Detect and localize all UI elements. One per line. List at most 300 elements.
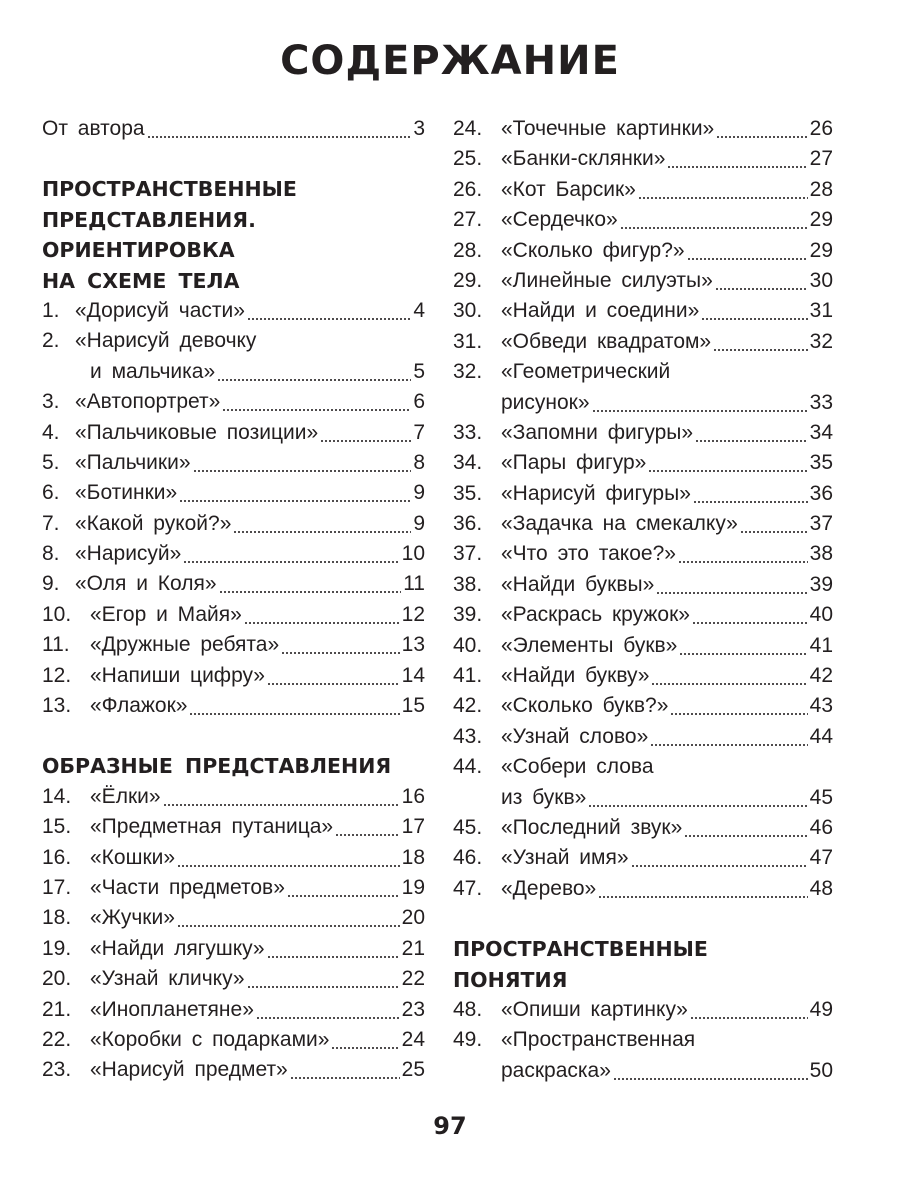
toc-entry-page: 42 — [809, 664, 833, 688]
toc-entry-label: «Пространственная — [501, 1028, 696, 1052]
toc-entry-number: 49. — [453, 1028, 483, 1052]
toc-entry-label: От автора — [42, 117, 145, 140]
toc-entry[interactable] — [42, 357, 425, 387]
toc-entry-body — [501, 418, 833, 448]
toc-entry-body — [90, 630, 425, 660]
toc-entry-body — [501, 509, 833, 539]
toc-list — [42, 296, 425, 721]
dot-leader — [667, 144, 807, 174]
toc-entry[interactable] — [42, 995, 425, 1025]
section-heading-line: НА СХЕМЕ ТЕЛА — [42, 268, 240, 293]
toc-entry-page: 43 — [809, 694, 833, 718]
toc-entry-body — [501, 539, 833, 569]
toc-entry[interactable] — [453, 752, 833, 782]
toc-entry-label: «Дружные ребята» — [90, 633, 280, 657]
toc-entry-label: «Найди и соедини» — [501, 299, 700, 323]
toc-entry-page: 9 — [413, 481, 425, 505]
toc-entry-number: 41. — [453, 664, 483, 688]
toc-entry-label: «Оля и Коля» — [75, 572, 217, 596]
toc-entry-indent — [453, 783, 501, 813]
toc-entry[interactable] — [453, 539, 833, 569]
toc-entry-body — [501, 995, 833, 1025]
toc-entry-body — [90, 691, 425, 721]
toc-entry-page: 3 — [413, 117, 425, 140]
toc-entry-number: 37. — [453, 542, 483, 566]
toc-entry-label: «Предметная путаница» — [90, 815, 334, 839]
toc-entry-body — [90, 873, 425, 903]
toc-entry-body — [75, 387, 425, 417]
toc-entry-page: 12 — [401, 602, 425, 626]
toc-entry-body — [75, 326, 425, 356]
toc-entry-body — [75, 569, 425, 599]
dot-leader — [701, 296, 807, 326]
toc-entry-label: «Геометрический — [501, 360, 671, 384]
toc-entry-body — [501, 691, 833, 721]
dot-leader — [193, 448, 412, 478]
toc-entry-number: 2. — [42, 329, 60, 353]
toc-entry-body — [501, 843, 833, 873]
toc-entry[interactable] — [42, 1025, 425, 1055]
toc-entry-number: 12. — [42, 663, 72, 687]
page-title: СОДЕРЖАНИЕ — [280, 38, 620, 84]
toc-entry-label: «Узнай слово» — [501, 724, 649, 748]
toc-entry-label: «Найди лягушку» — [90, 936, 265, 960]
toc-entry[interactable] — [453, 266, 833, 296]
dot-leader — [715, 266, 808, 296]
toc-entry[interactable] — [453, 843, 833, 873]
dot-leader — [692, 600, 808, 630]
toc-entry[interactable] — [42, 509, 425, 539]
toc-entry-label: «Части предметов» — [90, 875, 285, 899]
page-number: 97 — [433, 1112, 467, 1140]
toc-entry[interactable] — [42, 326, 425, 356]
toc-entry-page: 39 — [809, 572, 833, 596]
toc-entry[interactable] — [453, 600, 833, 630]
toc-entry-label: «Пары фигур» — [501, 451, 647, 475]
dot-leader — [256, 995, 400, 1025]
dot-leader — [690, 995, 808, 1025]
toc-entry[interactable] — [453, 631, 833, 661]
toc-entry-body — [90, 934, 425, 964]
toc-entry[interactable] — [42, 1055, 425, 1085]
toc-entry-page: 17 — [401, 815, 425, 839]
dot-leader — [147, 114, 412, 144]
toc-entry-number: 47. — [453, 876, 483, 900]
toc-entry-body — [501, 1025, 833, 1055]
toc-entry-label: рисунок» — [501, 390, 590, 414]
toc-entry-number: 15. — [42, 815, 72, 839]
toc-entry-page: 36 — [809, 481, 833, 505]
toc-entry-number: 11. — [42, 633, 70, 657]
toc-entry-page: 22 — [401, 967, 425, 991]
toc-entry-page: 5 — [413, 359, 425, 383]
toc-entry-page: 4 — [413, 298, 425, 322]
toc-entry-number: 45. — [453, 815, 483, 839]
toc-entry-body — [501, 631, 833, 661]
toc-entry-page: 8 — [413, 450, 425, 474]
toc-entry-page: 6 — [413, 390, 425, 414]
toc-entry-number: 25. — [453, 147, 483, 171]
toc-entry-number: 19. — [42, 936, 72, 960]
toc-entry[interactable] — [42, 600, 425, 630]
toc-entry-page: 25 — [401, 1058, 425, 1082]
toc-entry-page: 7 — [413, 420, 425, 444]
toc-entry-number: 48. — [453, 997, 483, 1021]
dot-leader — [620, 205, 808, 235]
toc-entry-body — [90, 995, 425, 1025]
toc-entry-body — [90, 600, 425, 630]
toc-entry-label: «Нарисуй фигуры» — [501, 481, 691, 505]
toc-entry-label: «Банки-склянки» — [501, 147, 666, 171]
toc-entry-number: 1. — [42, 298, 60, 322]
toc-entry-page: 37 — [809, 512, 833, 536]
toc-entry-body — [501, 752, 833, 782]
dot-leader — [179, 478, 411, 508]
toc-entry-page: 21 — [401, 936, 425, 960]
toc-entry-number: 20. — [42, 967, 72, 991]
toc-entry-label: «Кошки» — [90, 845, 176, 869]
toc-entry-body — [75, 478, 425, 508]
toc-entry-number: 43. — [453, 724, 483, 748]
toc-entry-label: «Обведи квадратом» — [501, 329, 712, 353]
toc-entry-body — [501, 114, 833, 144]
dot-leader — [177, 903, 400, 933]
toc-entry[interactable] — [42, 843, 425, 873]
toc-entry-label: «Раскрась кружок» — [501, 603, 690, 627]
toc-entry[interactable] — [453, 509, 833, 539]
dot-leader — [716, 114, 807, 144]
section-heading-line: ОБРАЗНЫЕ ПРЕДСТАВЛЕНИЯ — [42, 754, 392, 779]
section-heading-line: ПРОСТРАНСТВЕННЫЕ — [453, 937, 708, 962]
toc-entry[interactable] — [453, 874, 833, 904]
dot-leader — [163, 782, 400, 812]
dot-leader — [650, 722, 807, 752]
toc-entry-number: 32. — [453, 360, 483, 384]
toc-entry-label: «Последний звук» — [501, 815, 683, 839]
toc-entry-body — [501, 783, 833, 813]
toc-entry[interactable] — [42, 873, 425, 903]
section-heading-line: ПРОСТРАНСТВЕННЫЕ — [42, 177, 297, 202]
toc-entry-label: «Флажок» — [90, 694, 188, 718]
dot-leader — [670, 691, 807, 721]
toc-entry-page: 47 — [809, 846, 833, 870]
toc-entry-number: 13. — [42, 694, 72, 718]
dot-leader — [281, 630, 400, 660]
toc-entry-label: «Сколько букв?» — [501, 694, 669, 718]
toc-entry-body — [501, 388, 833, 418]
toc-right-column — [453, 114, 833, 1086]
dot-leader — [679, 631, 807, 661]
toc-entry-number: 24. — [453, 117, 483, 140]
toc-entry[interactable] — [42, 964, 425, 994]
toc-entry-page: 9 — [413, 511, 425, 535]
toc-entry-label: «Пальчики» — [75, 450, 191, 474]
toc-entry[interactable] — [453, 783, 833, 813]
toc-entry[interactable] — [453, 357, 833, 387]
toc-entry-label: «Инопланетяне» — [90, 997, 254, 1021]
toc-entry-number: 28. — [453, 238, 483, 262]
toc-entry-body — [501, 813, 833, 843]
dot-leader — [222, 387, 411, 417]
toc-entry[interactable] — [453, 388, 833, 418]
toc-entry-page: 41 — [809, 633, 833, 657]
toc-entry-body — [501, 236, 833, 266]
toc-entry-label: «Точечные картинки» — [501, 117, 715, 140]
toc-entry-body — [75, 296, 425, 326]
toc-entry[interactable] — [453, 327, 833, 357]
toc-entry-number: 8. — [42, 542, 60, 566]
toc-entry-page: 26 — [809, 117, 833, 140]
toc-entry[interactable] — [42, 812, 425, 842]
toc-entry-page: 18 — [401, 845, 425, 869]
toc-entry-label: «Дерево» — [501, 876, 597, 900]
dot-leader — [331, 1025, 399, 1055]
toc-entry-label: «Жучки» — [90, 906, 175, 930]
toc-entry[interactable] — [42, 539, 425, 569]
toc-entry[interactable] — [42, 478, 425, 508]
toc-entry[interactable] — [453, 205, 833, 235]
toc-list — [453, 114, 833, 904]
toc-entry[interactable] — [453, 418, 833, 448]
toc-entry-body — [90, 843, 425, 873]
toc-entry-body — [75, 539, 425, 569]
toc-entry-number: 33. — [453, 420, 483, 444]
dot-leader — [613, 1056, 808, 1086]
toc-entry-label: «Сердечко» — [501, 208, 618, 232]
toc-entry-label: «Запомни фигуры» — [501, 420, 694, 444]
toc-entry-number: 18. — [42, 906, 72, 930]
toc-entry-label: «Напиши цифру» — [90, 663, 265, 687]
toc-entry-number: 26. — [453, 177, 483, 201]
toc-entry[interactable] — [42, 296, 425, 326]
toc-entry[interactable] — [453, 691, 833, 721]
toc-entry[interactable] — [453, 570, 833, 600]
toc-entry-number: 21. — [42, 997, 72, 1021]
toc-entry-page: 44 — [809, 724, 833, 748]
toc-entry[interactable] — [42, 448, 425, 478]
toc-entry-page: 19 — [401, 875, 425, 899]
dot-leader — [693, 479, 808, 509]
dot-leader — [592, 388, 808, 418]
dot-leader — [598, 874, 807, 904]
toc-entry-label: «Собери слова — [501, 755, 654, 779]
toc-entry-page: 38 — [809, 542, 833, 566]
dot-leader — [177, 843, 400, 873]
toc-entry-number: 6. — [42, 481, 60, 505]
toc-entry-number: 36. — [453, 512, 483, 536]
toc-entry-page: 20 — [401, 906, 425, 930]
toc-entry-author[interactable] — [42, 114, 425, 144]
toc-entry-label: «Автопортрет» — [75, 390, 221, 414]
toc-entry-number: 5. — [42, 450, 60, 474]
toc-entry-page: 35 — [809, 451, 833, 475]
toc-entry-page: 13 — [401, 633, 425, 657]
toc-entry-body — [90, 782, 425, 812]
toc-entry-number: 22. — [42, 1027, 72, 1051]
toc-entry[interactable] — [453, 175, 833, 205]
toc-entry[interactable] — [42, 569, 425, 599]
dot-leader — [687, 236, 808, 266]
toc-entry-page: 29 — [809, 238, 833, 262]
toc-entry-number: 39. — [453, 603, 483, 627]
toc-entry-number: 34. — [453, 451, 483, 475]
toc-entry-body — [501, 661, 833, 691]
toc-entry-label: и мальчика» — [90, 359, 216, 383]
toc-entry-body — [501, 448, 833, 478]
toc-entry-page: 27 — [809, 147, 833, 171]
toc-entry-page: 34 — [809, 420, 833, 444]
toc-entry-number: 30. — [453, 299, 483, 323]
toc-entry-body — [501, 266, 833, 296]
toc-entry-label: «Узнай имя» — [501, 846, 629, 870]
toc-entry-body — [90, 964, 425, 994]
dot-leader — [247, 964, 400, 994]
toc-entry-body — [501, 600, 833, 630]
section-heading — [42, 751, 425, 781]
section-heading-line: ОРИЕНТИРОВКА — [42, 238, 235, 263]
toc-entry-page: 32 — [809, 329, 833, 353]
dot-leader — [648, 448, 807, 478]
toc-entry-label: «Коробки с подарками» — [90, 1027, 330, 1051]
dot-leader — [183, 539, 399, 569]
toc-entry[interactable] — [453, 722, 833, 752]
toc-entry-label: «Найди букву» — [501, 664, 650, 688]
dot-leader — [290, 1055, 400, 1085]
toc-entry-page: 30 — [809, 268, 833, 292]
toc-entry-number: 9. — [42, 572, 60, 596]
toc-entry-number: 4. — [42, 420, 60, 444]
toc-entry-indent — [453, 1056, 501, 1086]
dot-leader — [244, 600, 400, 630]
toc-entry-number: 29. — [453, 268, 483, 292]
toc-entry-number: 16. — [42, 845, 72, 869]
toc-entry-label: «Опиши картинку» — [501, 997, 688, 1021]
toc-entry[interactable] — [453, 1025, 833, 1055]
dot-leader — [651, 661, 807, 691]
section-heading-line: ПРЕДСТАВЛЕНИЯ. — [42, 207, 256, 232]
toc-entry-page: 11 — [403, 572, 425, 596]
toc-entry-page: 24 — [401, 1027, 425, 1051]
toc-entry[interactable] — [453, 296, 833, 326]
toc-entry[interactable] — [42, 418, 425, 448]
toc-entry-body — [501, 296, 833, 326]
toc-entry[interactable] — [453, 479, 833, 509]
toc-entry-body — [75, 509, 425, 539]
toc-entry-page: 28 — [809, 177, 833, 201]
toc-entry-page: 46 — [809, 815, 833, 839]
toc-entry[interactable] — [453, 813, 833, 843]
dot-leader — [267, 661, 400, 691]
toc-entry-number: 3. — [42, 390, 60, 414]
dot-leader — [189, 691, 399, 721]
toc-entry-body — [90, 1025, 425, 1055]
dot-leader — [695, 418, 808, 448]
toc-entry-label: «Линейные силуэты» — [501, 268, 713, 292]
dot-leader — [287, 873, 400, 903]
toc-entry[interactable] — [453, 236, 833, 266]
toc-entry-page: 16 — [401, 784, 425, 808]
toc-entry-number: 17. — [42, 875, 72, 899]
toc-entry-label: «Что это такое?» — [501, 542, 676, 566]
toc-list — [42, 782, 425, 1086]
dot-leader — [631, 843, 808, 873]
toc-entry[interactable] — [42, 661, 425, 691]
toc-entry[interactable] — [42, 934, 425, 964]
toc-entry-page: 45 — [809, 785, 833, 809]
toc-entry-page: 23 — [401, 997, 425, 1021]
toc-entry-page: 48 — [809, 876, 833, 900]
toc-entry-number: 7. — [42, 511, 60, 535]
toc-entry-number: 14. — [42, 784, 72, 808]
toc-entry-number: 35. — [453, 481, 483, 505]
toc-entry-label: «Нарисуй» — [75, 542, 182, 566]
toc-entry[interactable] — [42, 630, 425, 660]
dot-leader — [320, 418, 411, 448]
toc-entry-indent — [453, 388, 501, 418]
toc-entry-label: «Какой рукой?» — [75, 511, 232, 535]
toc-entry-label: «Найди буквы» — [501, 572, 655, 596]
toc-entry-body — [501, 327, 833, 357]
toc-entry[interactable] — [453, 1056, 833, 1086]
toc-entry[interactable] — [453, 114, 833, 144]
toc-entry-number: 23. — [42, 1058, 72, 1082]
toc-entry-page: 14 — [401, 663, 425, 687]
toc-entry-body — [501, 144, 833, 174]
dot-leader — [335, 812, 400, 842]
section-heading-line: ПОНЯТИЯ — [453, 967, 568, 992]
dot-leader — [656, 570, 807, 600]
toc-entry-label: «Задачка на смекалку» — [501, 512, 738, 536]
toc-entry[interactable] — [453, 448, 833, 478]
toc-entry-body — [90, 1055, 425, 1085]
toc-entry-body — [90, 357, 425, 387]
toc-entry-number: 40. — [453, 633, 483, 657]
toc-entry-body — [75, 418, 425, 448]
section-heading — [453, 934, 833, 995]
toc-entry-label: «Сколько фигур?» — [501, 238, 685, 262]
toc-entry-number: 27. — [453, 208, 483, 232]
dot-leader — [740, 509, 808, 539]
toc-entry-page: 49 — [809, 997, 833, 1021]
toc-entry-body — [90, 903, 425, 933]
toc-entry[interactable] — [453, 995, 833, 1025]
toc-entry-label: «Пальчиковые позиции» — [75, 420, 319, 444]
toc-entry[interactable] — [42, 691, 425, 721]
toc-entry[interactable] — [42, 782, 425, 812]
toc-entry-body — [501, 1056, 833, 1086]
toc-entry[interactable] — [42, 387, 425, 417]
dot-leader — [233, 509, 411, 539]
dot-leader — [713, 327, 808, 357]
toc-entry[interactable] — [453, 144, 833, 174]
toc-entry-label: раскраска» — [501, 1058, 611, 1082]
toc-entry-label: «Ёлки» — [90, 784, 161, 808]
toc-entry-indent — [42, 357, 90, 387]
toc-entry-page: 50 — [809, 1058, 833, 1082]
toc-entry-number: 46. — [453, 846, 483, 870]
toc-entry-label: из букв» — [501, 785, 587, 809]
toc-entry-body — [501, 479, 833, 509]
toc-entry[interactable] — [453, 661, 833, 691]
dot-leader — [684, 813, 807, 843]
dot-leader — [219, 569, 402, 599]
toc-entry-page: 40 — [809, 603, 833, 627]
toc-entry[interactable] — [42, 903, 425, 933]
section-heading — [42, 174, 425, 296]
dot-leader — [267, 934, 400, 964]
toc-entry-label: «Нарисуй девочку — [75, 329, 257, 353]
toc-entry-body — [501, 357, 833, 387]
